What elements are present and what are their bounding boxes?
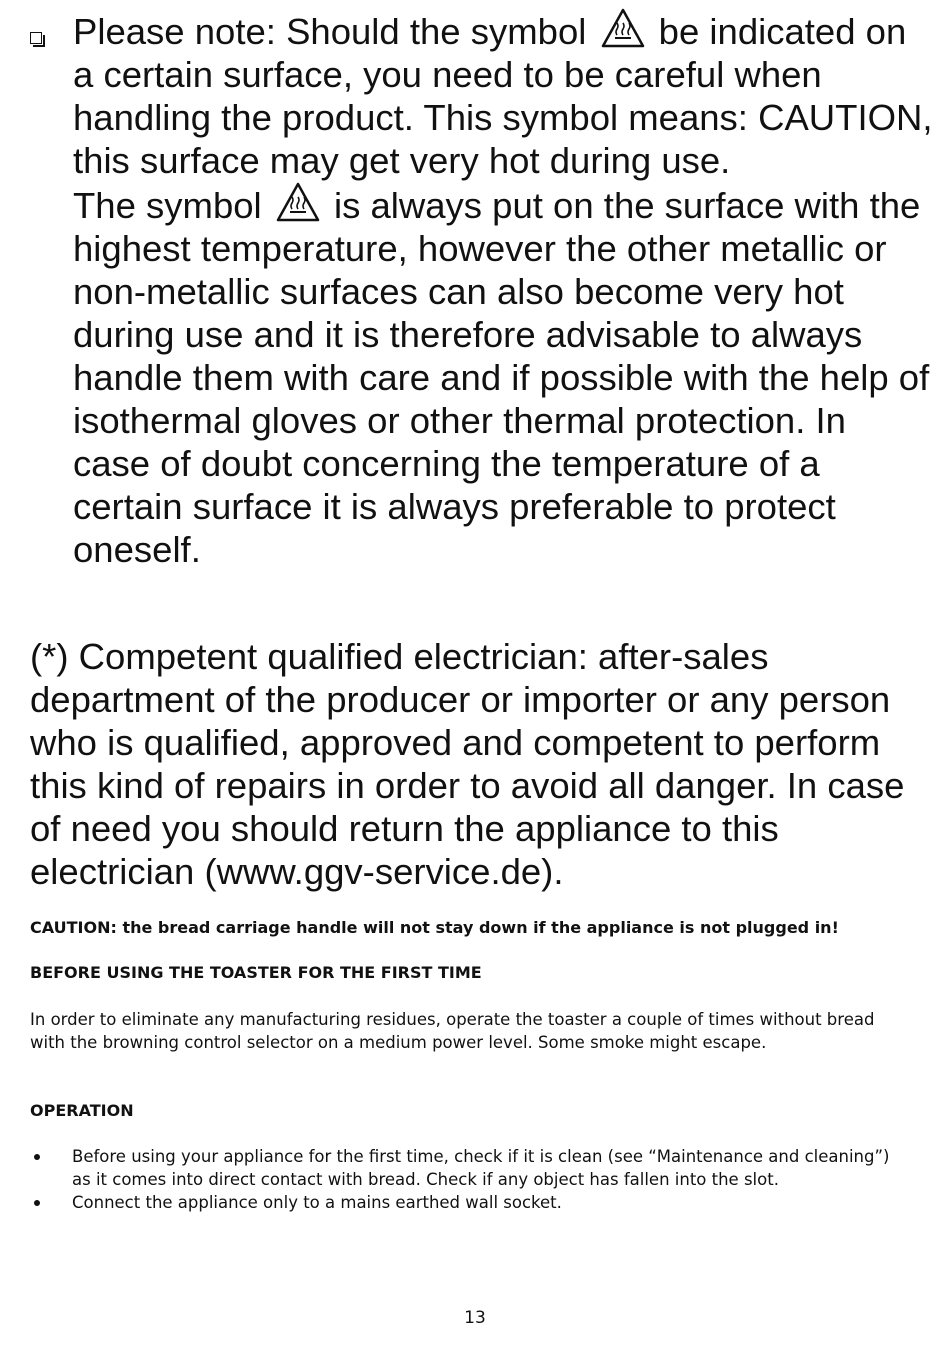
- hot-surface-warning-icon: [601, 8, 645, 48]
- list-item-text: Before using your appliance for the first time, check if it is clean (see “Maintenance and cleaning”) as it comes into direct contact with bread. Check if any object has fallen into the slot.: [72, 1147, 890, 1189]
- list-item-text: Connect the appliance only to a mains earthed wall socket.: [72, 1193, 562, 1212]
- list-item: [30, 1191, 910, 1214]
- list-item: [30, 1145, 910, 1191]
- note-text-part4: is always put on the surface with the highest temperature, however the other metallic or non-metallic surfaces can also become very hot during use and it is therefore advisable to always handle them with care and if possible with the help of isothermal gloves or other thermal protection. In case of doubt concerning the temperature of a certain surface it is always preferable to protect oneself.: [73, 185, 930, 570]
- operation-list: [30, 1145, 910, 1214]
- caution-text: CAUTION: the bread carriage handle will not stay down if the appliance is not plugged in!: [30, 918, 839, 937]
- page-number: 13: [464, 1308, 486, 1328]
- bullet-icon: [34, 1154, 40, 1160]
- hot-surface-warning-icon: [276, 182, 320, 222]
- first-time-paragraph: In order to eliminate any manufacturing residues, operate the toaster a couple of times without bread with the browning control selector on a medium power level. Some smoke might escape.: [30, 1010, 875, 1052]
- note-text-part3: The symbol: [73, 185, 262, 226]
- operation-heading: OPERATION: [30, 1101, 134, 1120]
- checkbox-bullet-icon: [30, 32, 42, 44]
- hot-surface-note-text: [73, 8, 933, 571]
- note-text-part2: be indicated on a certain surface, you need to be careful when handling the product. This symbol means: CAUTION, this surface may get very hot during use.: [73, 11, 933, 181]
- first-time-heading: BEFORE USING THE TOASTER FOR THE FIRST TIME: [30, 963, 482, 982]
- electrician-definition: (*) Competent qualified electrician: after-sales department of the producer or importer or any person who is qualified, approved and competent to perform this kind of repairs in order to avoid all danger. In case of need you should return the appliance to this electrician (www.ggv-service.de).: [30, 636, 905, 892]
- bullet-icon: [34, 1200, 40, 1206]
- note-text-part1: Please note: Should the symbol: [73, 11, 587, 52]
